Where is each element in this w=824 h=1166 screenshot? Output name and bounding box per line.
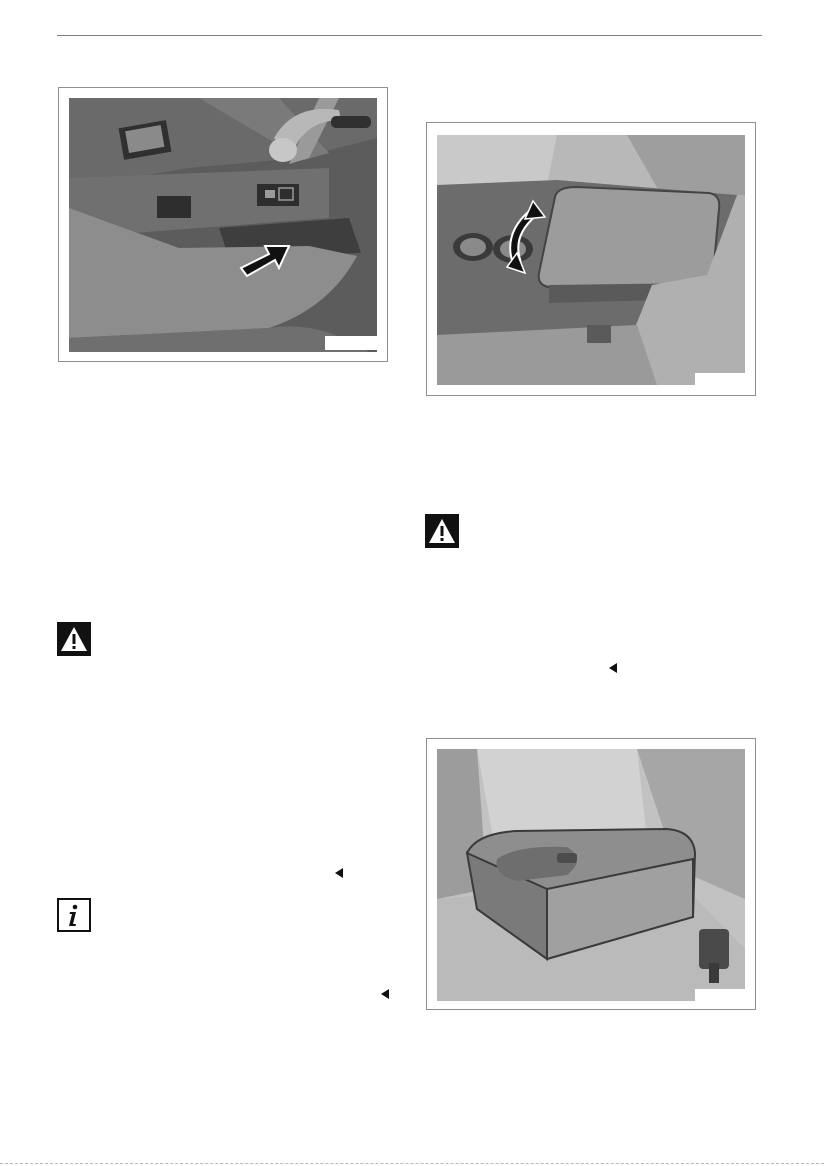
info-icon: [57, 898, 91, 932]
end-triangle-icon: [609, 663, 617, 673]
warning-triangle-icon: [425, 514, 459, 548]
figure-front-armrest: [426, 122, 756, 396]
figure-storage-compartment: [58, 87, 388, 362]
bottom-dashed-rule: [0, 1163, 824, 1164]
end-triangle-icon: [335, 868, 343, 878]
figure-rear-armrest: [426, 738, 756, 1010]
header-rule: [57, 35, 762, 36]
front-armrest-illustration: [437, 135, 745, 385]
end-triangle-icon: [381, 989, 389, 999]
storage-compartment-illustration: [69, 98, 377, 352]
rear-armrest-illustration: [437, 749, 745, 1001]
warning-triangle-icon: [57, 622, 91, 656]
